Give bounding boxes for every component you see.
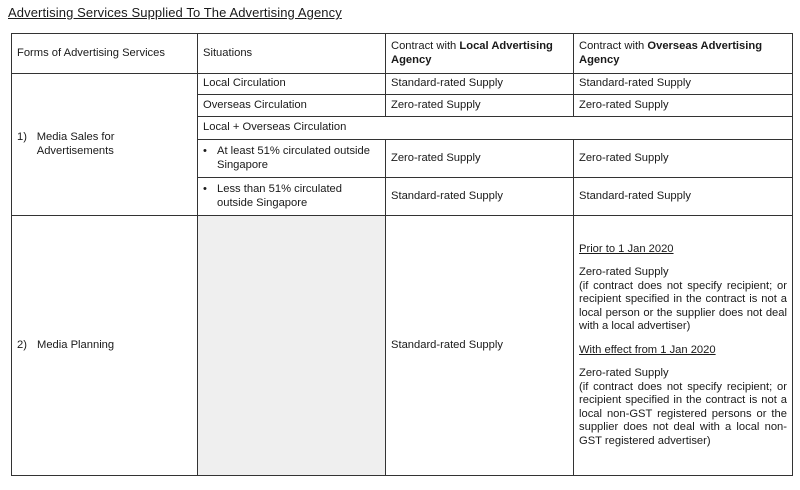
header-situations: Situations [198, 34, 386, 74]
bullet-icon: • [203, 145, 207, 157]
situation-cell-empty [198, 216, 386, 476]
combined-circulation-cell: Local + Overseas Circulation [198, 117, 793, 140]
header-row [12, 34, 793, 74]
media-planning-cell [12, 216, 198, 476]
overseas-agency-cell: Zero-rated Supply [574, 140, 793, 178]
header-overseas-bold: Overseas Advertising Agency [579, 40, 763, 66]
table-row [12, 74, 793, 95]
local-agency-cell: Zero-rated Supply [386, 95, 574, 117]
local-agency-cell: Standard-rated Supply [386, 216, 574, 476]
situation-cell [198, 178, 386, 216]
situation-text: At least 51% circulated outside Singapore [217, 145, 370, 171]
header-forms: Forms of Advertising Services [12, 34, 198, 74]
media-sales-label: Media Sales for Advertisements [36, 131, 115, 157]
overseas-agency-cell: Standard-rated Supply [574, 74, 793, 95]
media-planning-label: Media Planning [37, 338, 115, 351]
header-overseas-agency [574, 34, 793, 74]
bullet-icon: • [203, 183, 207, 195]
local-agency-cell: Zero-rated Supply [386, 140, 574, 178]
prior-value: Zero-rated Supply [579, 266, 669, 279]
advertising-services-table [11, 33, 793, 476]
header-local-prefix: Contract with [391, 40, 460, 52]
prior-condition: (if contract does not specify recipient; or recipient specified in the contract is not a local person or the supplier does not deal with a local advertiser) [579, 279, 787, 333]
prior-heading: Prior to 1 Jan 2020 [579, 242, 674, 255]
document-title: Advertising Services Supplied To The Advertising Agency [8, 5, 342, 20]
overseas-agency-cell: Zero-rated Supply [574, 95, 793, 117]
effect-condition: (if contract does not specify recipient; or recipient specified in the contract is not a local non-GST registered persons or the supplier does not deal with a local non-GST registered advertiser) [579, 380, 787, 447]
media-planning-number: 2) [17, 338, 27, 351]
table-row [12, 216, 793, 476]
effect-value: Zero-rated Supply [579, 367, 669, 380]
effect-heading: With effect from 1 Jan 2020 [579, 343, 716, 356]
header-local-bold: Local Advertising Agency [391, 40, 553, 66]
situation-text: Less than 51% circulated outside Singapore [217, 183, 343, 209]
local-agency-cell: Standard-rated Supply [386, 178, 574, 216]
situation-cell: Overseas Circulation [198, 95, 386, 117]
situation-cell: Local Circulation [198, 74, 386, 95]
situation-cell [198, 140, 386, 178]
media-sales-cell [12, 74, 198, 216]
media-sales-number: 1) [17, 131, 27, 143]
header-local-agency [386, 34, 574, 74]
overseas-agency-cell: Standard-rated Supply [574, 178, 793, 216]
local-agency-cell: Standard-rated Supply [386, 74, 574, 95]
overseas-agency-cell [574, 216, 793, 476]
header-overseas-prefix: Contract with [579, 40, 648, 52]
